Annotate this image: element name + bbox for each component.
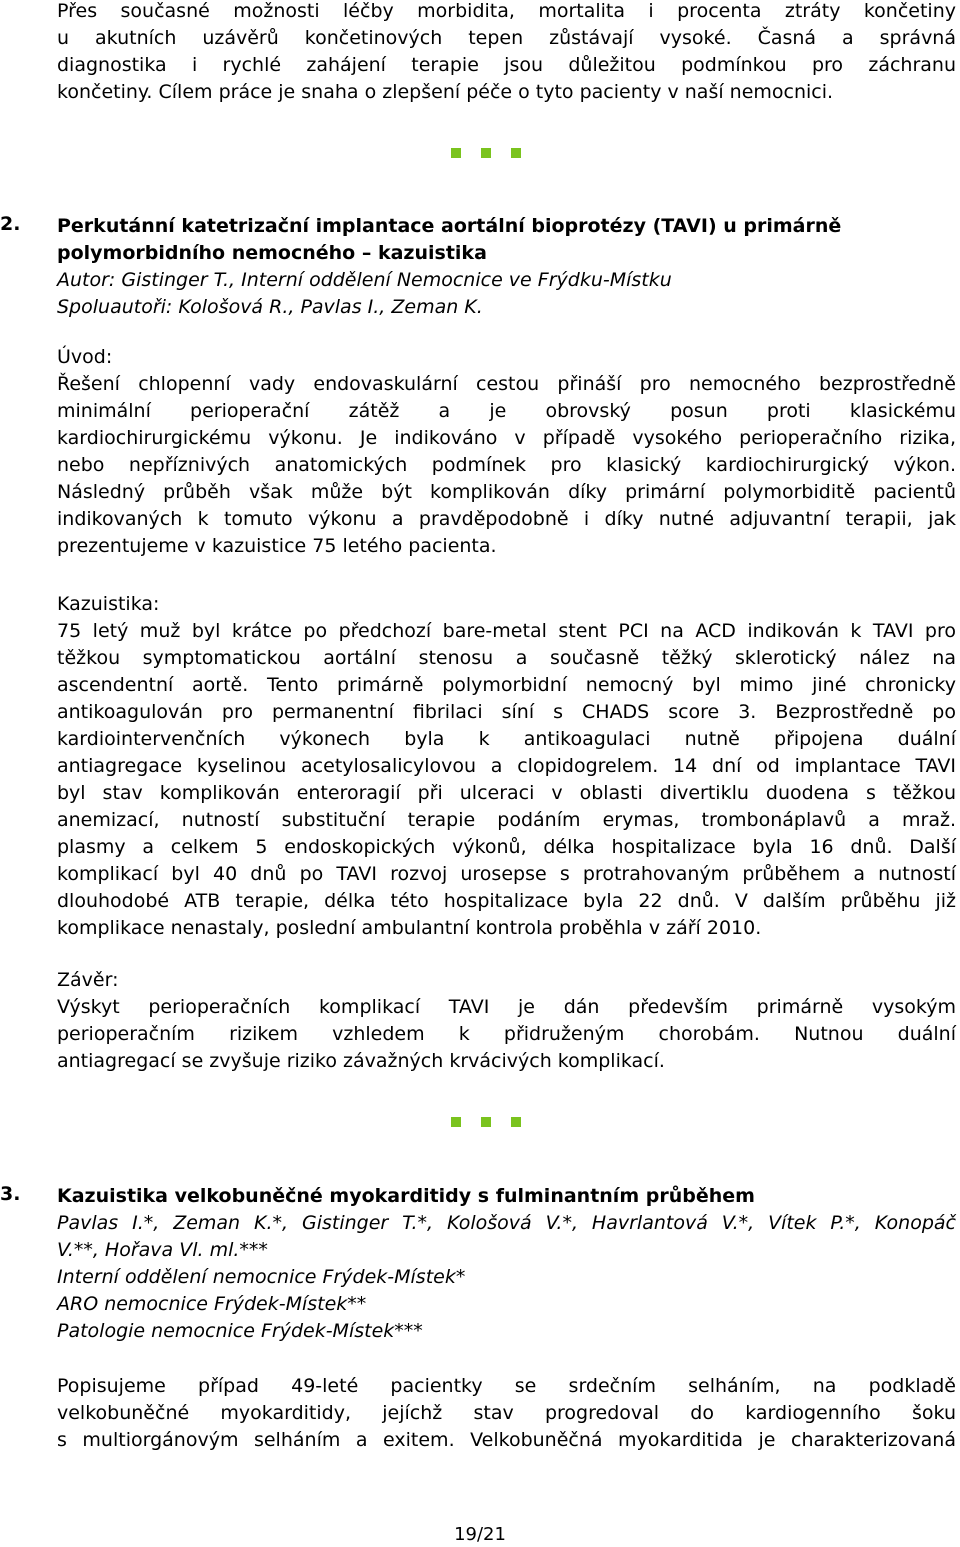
affiliation: ARO nemocnice Frýdek-Místek** <box>57 1293 367 1315</box>
kazuistika-line: plasmy a celkem 5 endoskopických výkonů, délka hospitalizace byla 16 dnů. Další <box>57 836 956 858</box>
zaver-line: Výskyt perioperačních komplikací TAVI je dán především primárně vysokým <box>57 996 956 1018</box>
kazuistika-line: komplikací byl 40 dnů po TAVI rozvoj urosepse s protrahovaným průběhem a nutností <box>57 863 956 885</box>
section-title: Perkutánní katetrizační implantace aortální bioprotézy (TAVI) u primárně <box>57 215 842 237</box>
uvod-line: Řešení chlopenní vady endovaskulární cestou přináší pro nemocného bezprostředně <box>57 373 956 395</box>
section-3-body <box>57 1373 956 1454</box>
section-title: polymorbidního nemocného – kazuistika <box>57 242 487 264</box>
section-2 <box>0 213 956 321</box>
body-line: s multiorgánovým selháním a exitem. Velkobuněčná myokarditida je charakterizovaná <box>57 1429 956 1451</box>
separator-square <box>511 1117 521 1127</box>
intro-line: Přes současné možnosti léčby morbidita, mortalita i procenta ztráty končetiny <box>57 0 956 22</box>
author: Autor: Gistinger T., Interní oddělení Nemocnice ve Frýdku-Místku <box>57 269 672 291</box>
uvod-line: Následný průběh však může být komplikován díky primární polymorbiditě pacientů <box>57 481 956 503</box>
uvod-line: nebo nepříznivých anatomických podmínek pro klasický kardiochirurgický výkon. <box>57 454 956 476</box>
kazuistika-line: 75 letý muž byl krátce po předchozí bare-metal stent PCI na ACD indikován k TAVI pro <box>57 620 956 642</box>
zaver-line: perioperačním rizikem vzhledem k přidruženým chorobám. Nutnou duální <box>57 1023 956 1045</box>
kazuistika-heading: Kazuistika: <box>57 593 160 615</box>
separator-square <box>451 148 461 158</box>
zaver-heading: Závěr: <box>57 969 119 991</box>
separator-square <box>511 148 521 158</box>
body-line: velkobuněčné myokarditidy, jejíchž stav progredoval do kardiogenního šoku <box>57 1402 956 1424</box>
section-separator <box>451 148 521 160</box>
kazuistika-line: dlouhodobé ATB terapie, délka této hospitalizace byla 22 dnů. V dalším průběhu již <box>57 890 956 912</box>
uvod-heading: Úvod: <box>57 346 113 368</box>
separator-square <box>481 148 491 158</box>
kazuistika-line: antikoagulován pro permanentní fibrilaci síní s CHADS score 3. Bezprostředně po <box>57 701 956 723</box>
intro-line: končetiny. Cílem práce je snaha o zlepšení péče o tyto pacienty v naší nemocnici. <box>57 81 834 103</box>
kazuistika-line: komplikace nenastaly, poslední ambulantní kontrola proběhla v září 2010. <box>57 917 762 939</box>
affiliation: Patologie nemocnice Frýdek-Místek*** <box>57 1320 423 1342</box>
section-title: Kazuistika velkobuněčné myokarditidy s fulminantním průběhem <box>57 1185 755 1207</box>
kazuistika-line: těžkou symptomatickou aortální stenosu a současně těžký sklerotický nález na <box>57 647 956 669</box>
authors-line: Pavlas I.*, Zeman K.*, Gistinger T.*, Kološová V.*, Havrlantová V.*, Vítek P.*, Konopáč <box>57 1212 956 1234</box>
uvod-line: prezentujeme v kazuistice 75 letého pacienta. <box>57 535 497 557</box>
kazuistika-section <box>57 591 956 942</box>
uvod-line: minimální perioperační zátěž a je obrovský posun proti klasickému <box>57 400 956 422</box>
coauthors-line: Spoluautoři: Kološová R., Pavlas I., Zeman K. <box>57 296 483 318</box>
kazuistika-line: kardiointervenčních výkonech byla k antikoagulaci nutně připojena duální <box>57 728 956 750</box>
section-separator <box>451 1117 521 1129</box>
body-line: Popisujeme případ 49-leté pacientky se srdečním selháním, na podkladě <box>57 1375 956 1397</box>
intro-line: u akutních uzávěrů končetinových tepen zůstávají vysoké. Časná a správná <box>57 27 956 49</box>
separator-square <box>451 1117 461 1127</box>
uvod-line: indikovaných k tomuto výkonu a pravděpodobně i díky nutné adjuvantní terapii, jak <box>57 508 956 530</box>
separator-square <box>481 1117 491 1127</box>
affiliation: Interní oddělení nemocnice Frýdek-Místek* <box>57 1266 466 1288</box>
kazuistika-line: byl stav komplikován enteroragií při ulceraci v oblasti divertiklu duodena s těžkou <box>57 782 956 804</box>
section-number: 2. <box>0 213 21 235</box>
kazuistika-line: anemizací, nutností substituční terapie podáním erymas, trombonáplavů a mraž. <box>57 809 956 831</box>
zaver-line: antiagregací se zvyšuje riziko závažných krvácivých komplikací. <box>57 1050 665 1072</box>
intro-line: diagnostika i rychlé zahájení terapie jsou důležitou podmínkou pro záchranu <box>57 54 956 76</box>
page-number: 19/21 <box>454 1524 506 1545</box>
section-number: 3. <box>0 1183 21 1205</box>
uvod-section <box>57 344 956 560</box>
kazuistika-line: antiagregace kyselinou acetylosalicylovou a clopidogrelem. 14 dní od implantace TAVI <box>57 755 956 777</box>
authors-line: V.**, Hořava Vl. ml.*** <box>57 1239 268 1261</box>
uvod-line: kardiochirurgickému výkonu. Je indikováno v případě vysokého perioperačního rizika, <box>57 427 956 449</box>
kazuistika-line: ascendentní aortě. Tento primárně polymorbidní nemocný byl mimo jiné chronicky <box>57 674 956 696</box>
section-3 <box>0 1183 956 1345</box>
author-line <box>57 267 956 294</box>
zaver-section <box>57 967 956 1075</box>
intro-paragraph <box>57 0 956 106</box>
